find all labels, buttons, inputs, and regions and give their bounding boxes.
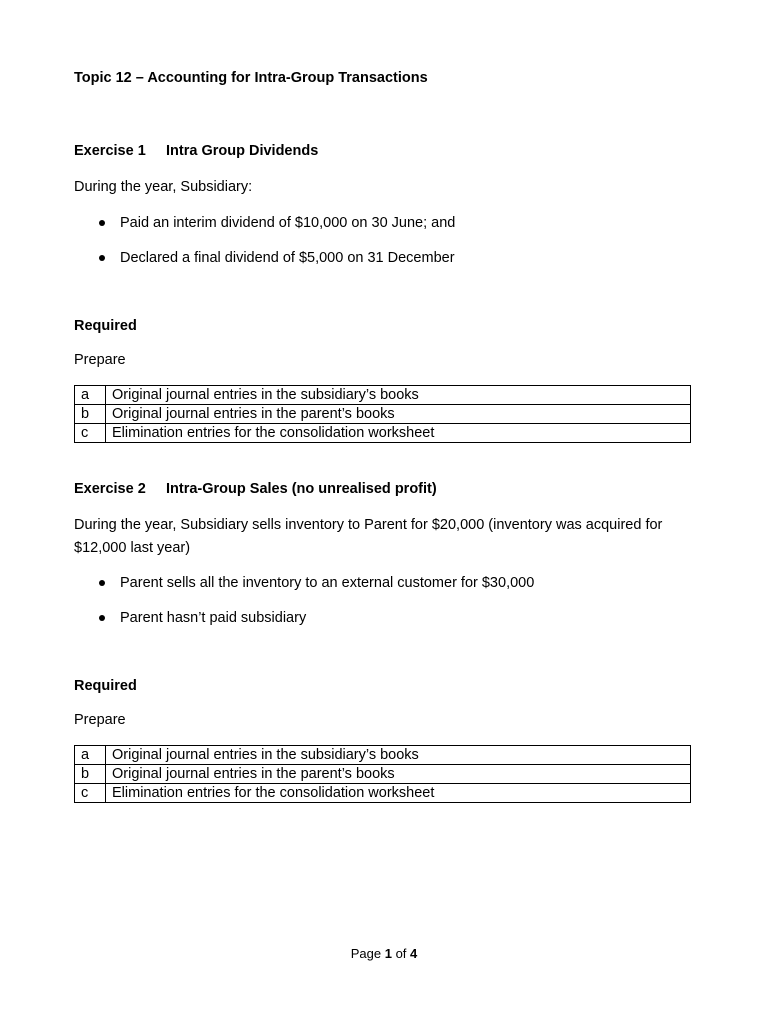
task-text: Elimination entries for the consolidation worksheet [106, 424, 691, 443]
table-row [75, 765, 691, 784]
task-text: Original journal entries in the subsidiary’s books [106, 386, 691, 405]
task-text: Original journal entries in the subsidiary’s books [106, 746, 691, 765]
page-number-total: 4 [410, 946, 418, 961]
exercise-2-number: Exercise 2 [74, 481, 146, 497]
exercise-1-title: Intra Group Dividends [166, 143, 319, 159]
table-row [75, 784, 691, 803]
list-item: Parent sells all the inventory to an external customer for $30,000 [74, 574, 534, 609]
exercise-1-bullet-list [74, 214, 455, 284]
task-letter: b [75, 765, 106, 784]
exercise-1-heading [74, 143, 318, 159]
page-footer [0, 946, 768, 961]
task-letter: b [75, 405, 106, 424]
page-number-prefix: Page [350, 946, 385, 961]
exercise-2-bullet-list [74, 574, 534, 644]
task-text: Original journal entries in the parent’s books [106, 765, 691, 784]
table-row [75, 386, 691, 405]
task-letter: a [75, 386, 106, 405]
table-row [75, 746, 691, 765]
task-letter: a [75, 746, 106, 765]
page-title: Topic 12 – Accounting for Intra-Group Transactions [74, 70, 428, 86]
exercise-1-task-table [74, 385, 691, 443]
exercise-1-intro: During the year, Subsidiary: [74, 179, 253, 195]
exercise-2-task-table [74, 745, 691, 803]
exercise-1-number: Exercise 1 [74, 143, 146, 159]
list-item: Parent hasn’t paid subsidiary [74, 609, 534, 644]
table-row [75, 405, 691, 424]
exercise-2-title: Intra-Group Sales (no unrealised profit) [166, 481, 437, 497]
list-item: Paid an interim dividend of $10,000 on 30 June; and [74, 214, 455, 249]
table-row [75, 424, 691, 443]
task-letter: c [75, 784, 106, 803]
task-text: Original journal entries in the parent’s books [106, 405, 691, 424]
exercise-1-required-label: Required [74, 318, 137, 334]
exercise-1-prepare-label: Prepare [74, 352, 126, 368]
page-number-middle: of [391, 946, 411, 961]
exercise-2-heading [74, 481, 437, 497]
exercise-2-prepare-label: Prepare [74, 712, 126, 728]
task-letter: c [75, 424, 106, 443]
exercise-2-intro: During the year, Subsidiary sells inventory to Parent for $20,000 (inventory was acquired for $12,000 last year) [74, 517, 663, 556]
exercise-2-required-label: Required [74, 678, 137, 694]
task-text: Elimination entries for the consolidation worksheet [106, 784, 691, 803]
page-number-current: 1 [384, 946, 392, 961]
document-page [74, 0, 694, 1024]
list-item: Declared a final dividend of $5,000 on 31 December [74, 249, 455, 284]
